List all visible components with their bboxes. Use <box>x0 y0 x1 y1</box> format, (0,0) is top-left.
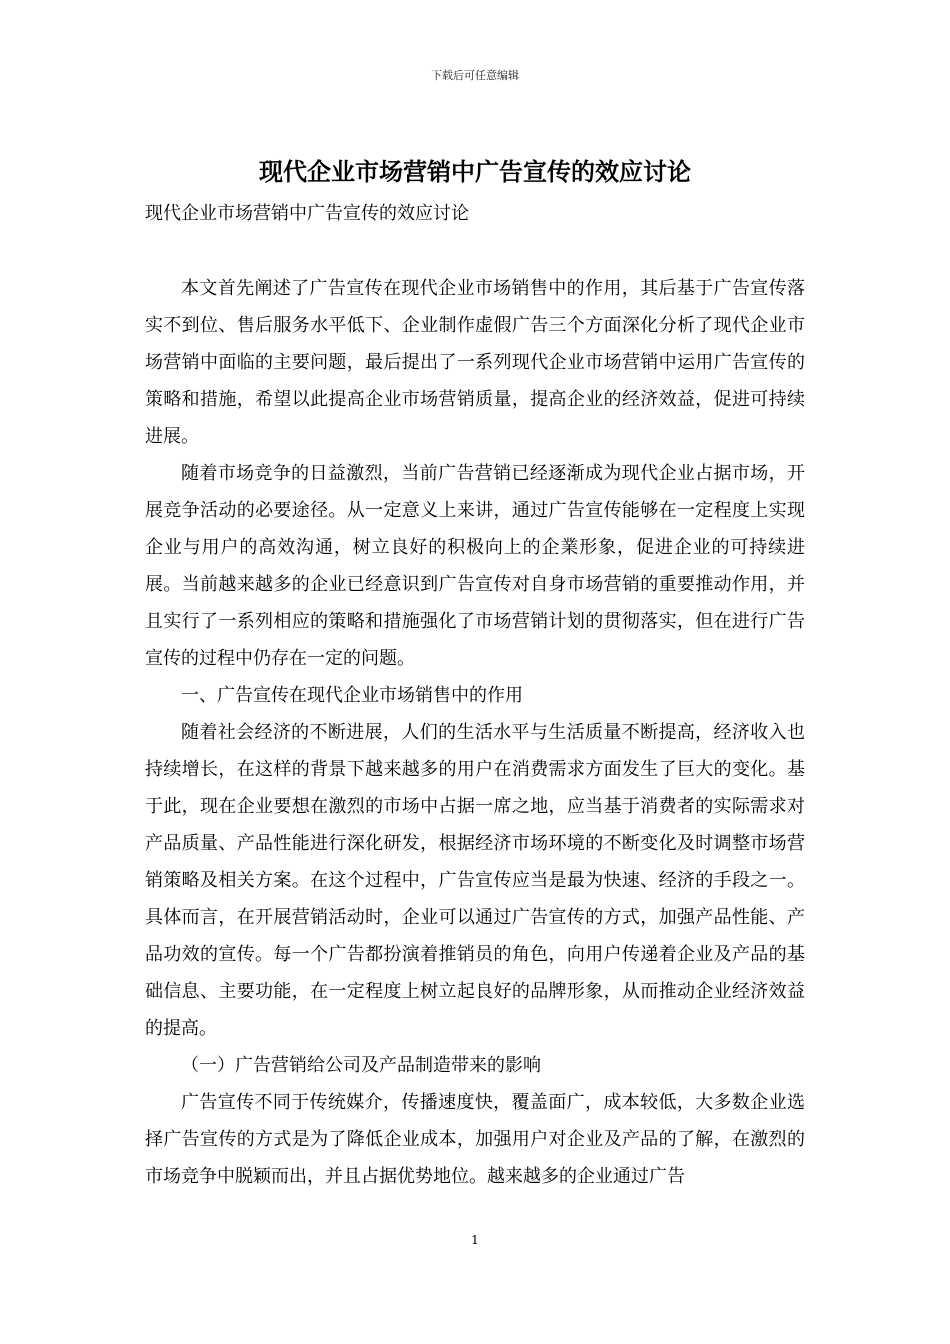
paragraph-intro: 随着市场竞争的日益激烈，当前广告营销已经逐渐成为现代企业占据市场，开展竞争活动的必要途径。从一定意义上来讲，通过广告宣传能够在一定程度上实现企业与用户的高效沟通，树立良好的积极向上的企業形象，促进企业的可持续进展。当前越来越多的企业已经意识到广告宣传对自身市场营销的重要推动作用，并且实行了一系列相应的策略和措施强化了市场营销计划的贯彻落实，但在进行广告宣传的过程中仍存在一定的问题。 <box>145 463 805 669</box>
document-subtitle: 现代企业市场营销中广告宣传的效应讨论 <box>145 203 469 224</box>
document-title: 现代企业市场营销中广告宣传的效应讨论 <box>259 157 691 186</box>
paragraph-section-1: 随着社会经济的不断进展，人们的生活水平与生活质量不断提高，经济收入也持续增长，在这样的背景下越来越多的用户在消费需求方面发生了巨大的变化。基于此，现在企业要想在激烈的市场中占据一席之地，应当基于消费者的实际需求对产品质量、产品性能进行深化研发，根据经济市场环境的不断变化及时调整市场营销策略及相关方案。在这个过程中，广告宣传应当是最为快速、经济的手段之一。具体而言，在开展营销活动时，企业可以通过广告宣传的方式，加强产品性能、产品功效的宣传。每一个广告都扮演着推销员的角色，向用户传递着企业及产品的基础信息、主要功能，在一定程度上树立起良好的品牌形象，从而推动企业经济效益的提高。 <box>145 722 805 1039</box>
section-heading-1: 一、广告宣传在现代企业市场销售中的作用 <box>181 685 523 706</box>
page-number: 1 <box>471 1233 479 1247</box>
header-note: 下载后可任意编辑 <box>431 69 519 82</box>
paragraph-subsection-1: 广告宣传不同于传统媒介，传播速度快，覆盖面广，成本较低，大多数企业选择广告宣传的方式是为了降低企业成本，加强用户对企业及产品的了解，在激烈的市场竞争中脱颖而出，并且占据优势地位。越来越多的企业通过广告 <box>145 1092 805 1187</box>
document-body <box>145 270 805 1195</box>
paragraph-abstract: 本文首先阐述了广告宣传在现代企业市场销售中的作用，其后基于广告宣传落实不到位、售后服务水平低下、企业制作虚假广告三个方面深化分析了现代企业市场营销中面临的主要问题，最后提出了一系列现代企业市场营销中运用广告宣传的策略和措施，希望以此提高企业市场营销质量，提高企业的经济效益，促进可持续进展。 <box>145 278 805 447</box>
subsection-heading-1: （一）广告营销给公司及产品制造带来的影响 <box>181 1055 541 1076</box>
